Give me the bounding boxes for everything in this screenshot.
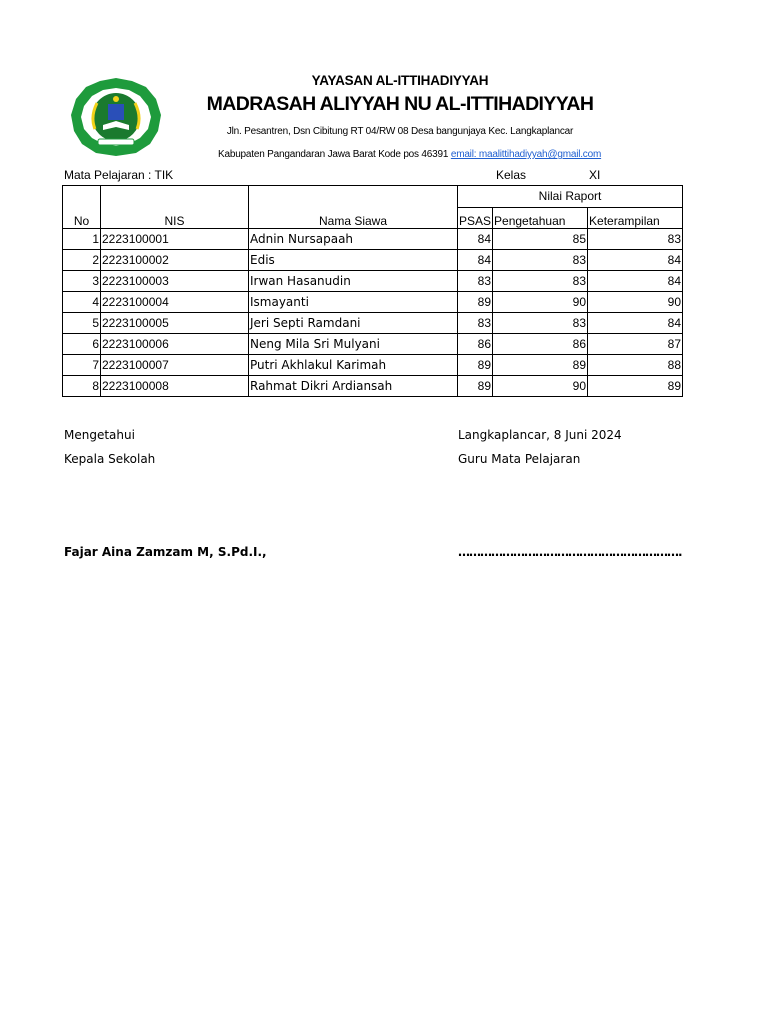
mengetahui-label: Mengetahui — [64, 428, 135, 442]
cell-nis: 2223100001 — [101, 229, 249, 250]
kabupaten-line — [218, 149, 601, 160]
cell-pengetahuan: 86 — [493, 334, 588, 355]
cell-pengetahuan: 90 — [493, 376, 588, 397]
table-row — [63, 292, 683, 313]
kelas-value: XI — [589, 168, 601, 182]
cell-nama: Adnin Nursapaah — [249, 229, 458, 250]
guru-signature-line: ……………………………………………………. — [458, 545, 682, 559]
cell-psas: 84 — [458, 250, 493, 271]
table-row — [63, 313, 683, 334]
cell-nis: 2223100003 — [101, 271, 249, 292]
cell-no: 1 — [63, 229, 101, 250]
cell-pengetahuan: 90 — [493, 292, 588, 313]
subject-label: Mata Pelajaran : TIK — [64, 168, 174, 182]
cell-nis: 2223100002 — [101, 250, 249, 271]
table-row — [63, 355, 683, 376]
cell-keterampilan: 84 — [588, 313, 683, 334]
cell-psas: 89 — [458, 292, 493, 313]
grades-table — [62, 185, 683, 397]
cell-pengetahuan: 83 — [493, 250, 588, 271]
cell-psas: 86 — [458, 334, 493, 355]
header-pengetahuan: Pengetahuan — [493, 207, 588, 229]
cell-nis: 2223100007 — [101, 355, 249, 376]
cell-no: 8 — [63, 376, 101, 397]
cell-keterampilan: 87 — [588, 334, 683, 355]
cell-no: 4 — [63, 292, 101, 313]
cell-pengetahuan: 85 — [493, 229, 588, 250]
cell-nama: Rahmat Dikri Ardiansah — [249, 376, 458, 397]
table-row — [63, 376, 683, 397]
table-row — [63, 250, 683, 271]
cell-psas: 84 — [458, 229, 493, 250]
cell-psas: 89 — [458, 376, 493, 397]
cell-no: 6 — [63, 334, 101, 355]
cell-nama: Jeri Septi Ramdani — [249, 313, 458, 334]
cell-nama: Ismayanti — [249, 292, 458, 313]
cell-no: 7 — [63, 355, 101, 376]
cell-psas: 83 — [458, 271, 493, 292]
cell-psas: 89 — [458, 355, 493, 376]
kabupaten-text: Kabupaten Pangandaran Jawa Barat Kode pos 46391 — [218, 149, 449, 160]
header-keterampilan: Keterampilan — [588, 207, 683, 229]
guru-label: Guru Mata Pelajaran — [458, 452, 581, 466]
cell-nis: 2223100005 — [101, 313, 249, 334]
cell-keterampilan: 88 — [588, 355, 683, 376]
table-row — [63, 334, 683, 355]
table-row — [63, 229, 683, 250]
cell-keterampilan: 89 — [588, 376, 683, 397]
cell-nama: Neng Mila Sri Mulyani — [249, 334, 458, 355]
cell-no: 3 — [63, 271, 101, 292]
school-seal-icon — [70, 77, 162, 157]
cell-no: 2 — [63, 250, 101, 271]
email-link[interactable]: email: maalittihadiyyah@gmail.com — [450, 149, 602, 160]
address-line: Jln. Pesantren, Dsn Cibitung RT 04/RW 08 Desa bangunjaya Kec. Langkaplancar — [226, 126, 574, 137]
cell-keterampilan: 84 — [588, 271, 683, 292]
header-no: No — [63, 186, 101, 229]
place-date: Langkaplancar, 8 Juni 2024 — [458, 428, 622, 442]
yayasan-title: YAYASAN AL-ITTIHADIYYAH — [311, 73, 489, 88]
cell-nama: Irwan Hasanudin — [249, 271, 458, 292]
header-psas: PSAS — [458, 207, 493, 229]
cell-pengetahuan: 83 — [493, 271, 588, 292]
cell-nama: Edis — [249, 250, 458, 271]
cell-nis: 2223100008 — [101, 376, 249, 397]
cell-no: 5 — [63, 313, 101, 334]
header-nis: NIS — [101, 186, 249, 229]
kelas-label: Kelas — [496, 168, 527, 182]
header-nama: Nama Siawa — [249, 186, 458, 229]
cell-keterampilan: 84 — [588, 250, 683, 271]
cell-nama: Putri Akhlakul Karimah — [249, 355, 458, 376]
cell-nis: 2223100006 — [101, 334, 249, 355]
cell-pengetahuan: 89 — [493, 355, 588, 376]
header-nilai-raport: Nilai Raport — [458, 186, 683, 208]
header-row-top — [63, 186, 683, 208]
cell-psas: 83 — [458, 313, 493, 334]
cell-pengetahuan: 83 — [493, 313, 588, 334]
kepala-sekolah-label: Kepala Sekolah — [64, 452, 156, 466]
table-row — [63, 271, 683, 292]
cell-keterampilan: 90 — [588, 292, 683, 313]
kepala-signature-name: Fajar Aina Zamzam M, S.Pd.I., — [64, 545, 267, 559]
madrasah-title: MADRASAH ALIYYAH NU AL-ITTIHADIYYAH — [206, 93, 594, 115]
cell-keterampilan: 83 — [588, 229, 683, 250]
cell-nis: 2223100004 — [101, 292, 249, 313]
